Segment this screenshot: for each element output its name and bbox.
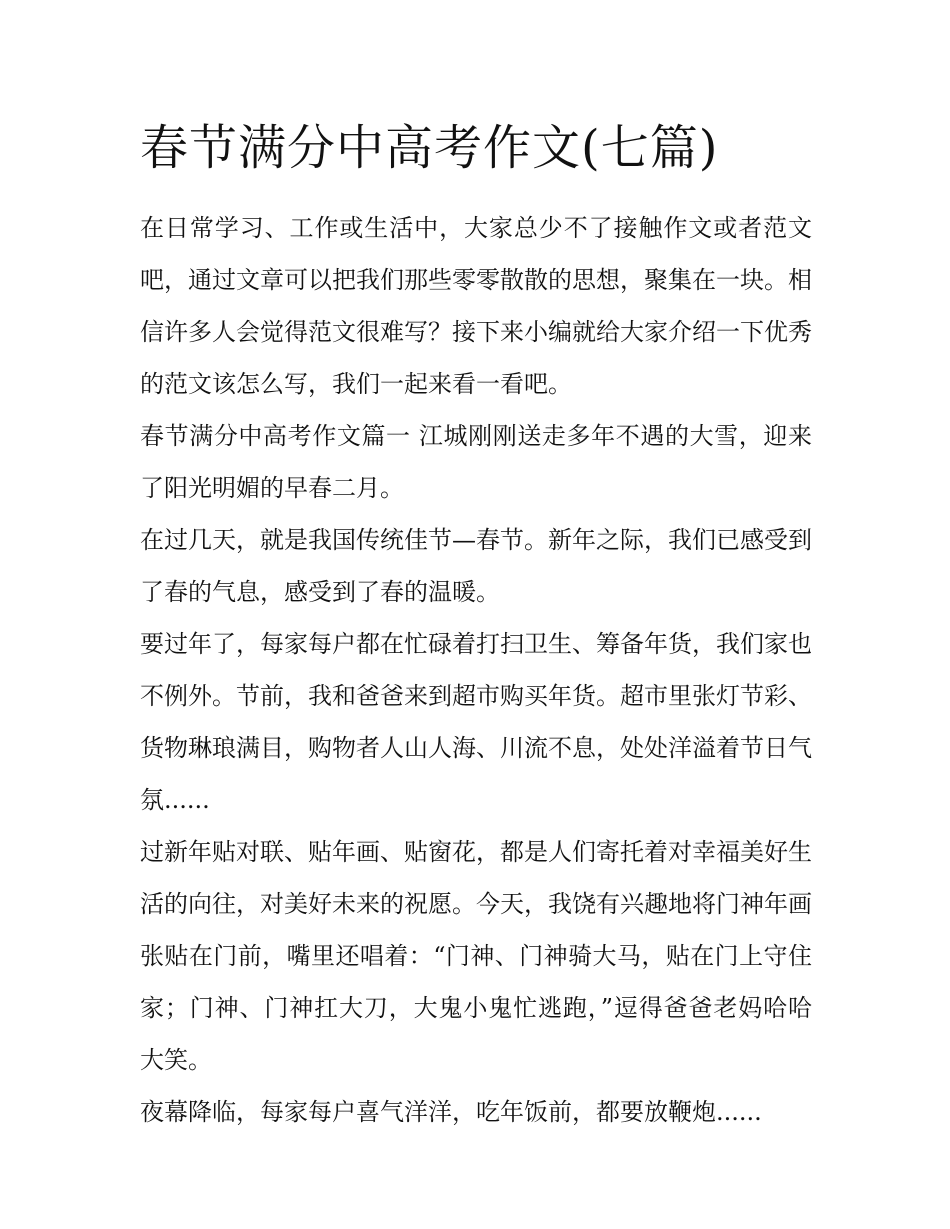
document-body — [140, 118, 812, 1138]
paragraph-new-year-shopping: 要过年了，每家每户都在忙碌着打扫卫生、筹备年货，我们家也不例外。节前，我和爸爸来到超市购买年货。超市里张灯节彩、货物琳琅满目，购物者人山人海、川流不息，处处洋溢着节日气氛...... — [140, 630, 812, 814]
paragraph-intro: 在日常学习、工作或生活中，大家总少不了接触作文或者范文吧，通过文章可以把我们那些零零散散的思想，聚集在一块。相信许多人会觉得范文很难写？接下来小编就给大家介绍一下优秀的范文该怎么写，我们一起来看一看吧。 — [140, 214, 812, 398]
paragraph-essay-one-opening: 春节满分中高考作文篇一 江城刚刚送走多年不遇的大雪，迎来了阳光明媚的早春二月。 — [140, 422, 812, 502]
document-title: 春节满分中高考作文(七篇) — [140, 120, 719, 176]
paragraph-spring-festival: 在过几天，就是我国传统佳节—春节。新年之际，我们已感受到了春的气息，感受到了春的温暖。 — [140, 526, 812, 606]
paragraph-firecrackers: 夜幕降临，每家每户喜气洋洋，吃年饭前，都要放鞭炮...... — [140, 1098, 762, 1126]
paragraph-door-gods: 过新年贴对联、贴年画、贴窗花，都是人们寄托着对幸福美好生活的向往，对美好未来的祝愿。今天，我饶有兴趣地将门神年画张贴在门前，嘴里还唱着：“门神、门神骑大马，贴在门上守住家；门神、门神扛大刀，大鬼小鬼忙逃跑，”逗得爸爸老妈哈哈大笑。 — [140, 838, 812, 1074]
